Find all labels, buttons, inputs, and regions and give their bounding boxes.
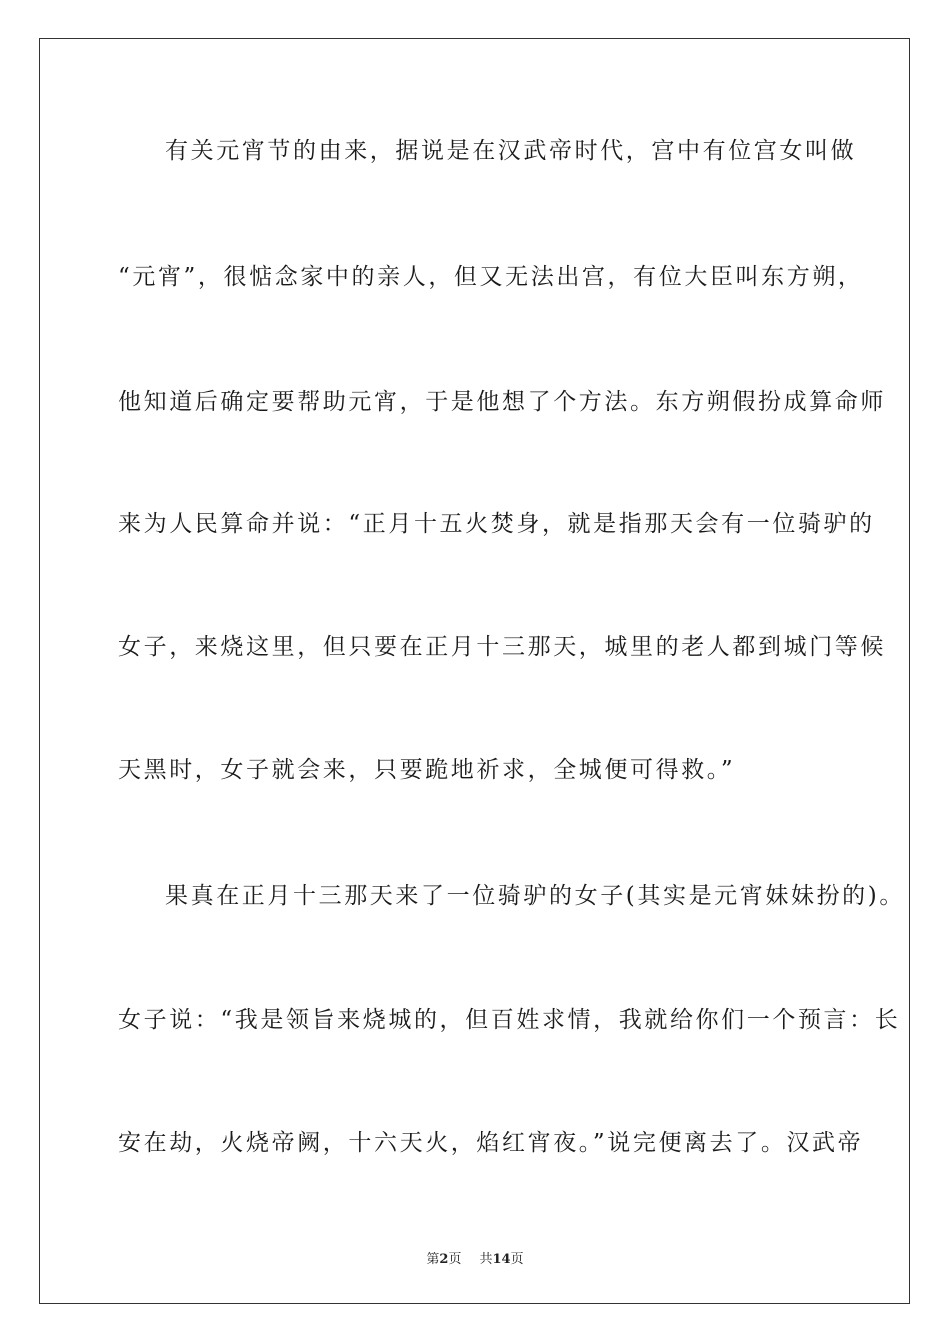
page-prefix: 第 — [426, 1252, 440, 1267]
paragraph-line-8: 女子说：“我是领旨来烧城的，但百姓求情，我就给你们一个预言：长 — [118, 1007, 901, 1033]
page-footer — [0, 1248, 950, 1267]
paragraph-line-6: 天黑时，女子就会来，只要跪地祈求，全城便可得救。” — [118, 757, 736, 783]
page-suffix: 页 — [448, 1252, 462, 1267]
page-number: 2 — [439, 1252, 449, 1267]
total-pages: 14 — [492, 1252, 511, 1267]
page-border — [39, 38, 910, 1304]
paragraph-line-5: 女子，来烧这里，但只要在正月十三那天，城里的老人都到城门等候 — [118, 634, 886, 660]
total-suffix: 页 — [510, 1252, 524, 1267]
paragraph-line-2: “元宵”，很惦念家中的亲人，但又无法出宫，有位大臣叫东方朔， — [118, 264, 864, 290]
paragraph-line-7: 果真在正月十三那天来了一位骑驴的女子(其实是元宵妹妹扮的)。 — [165, 883, 905, 909]
paragraph-line-1: 有关元宵节的由来，据说是在汉武帝时代，宫中有位宫女叫做 — [165, 138, 857, 164]
total-prefix: 共 — [479, 1252, 493, 1267]
paragraph-line-3: 他知道后确定要帮助元宵，于是他想了个方法。东方朔假扮成算命师 — [118, 389, 886, 415]
paragraph-line-4: 来为人民算命并说：“正月十五火焚身，就是指那天会有一位骑驴的 — [118, 511, 875, 537]
paragraph-line-9: 安在劫，火烧帝阙，十六天火，焰红宵夜。”说完便离去了。汉武帝 — [118, 1130, 864, 1156]
